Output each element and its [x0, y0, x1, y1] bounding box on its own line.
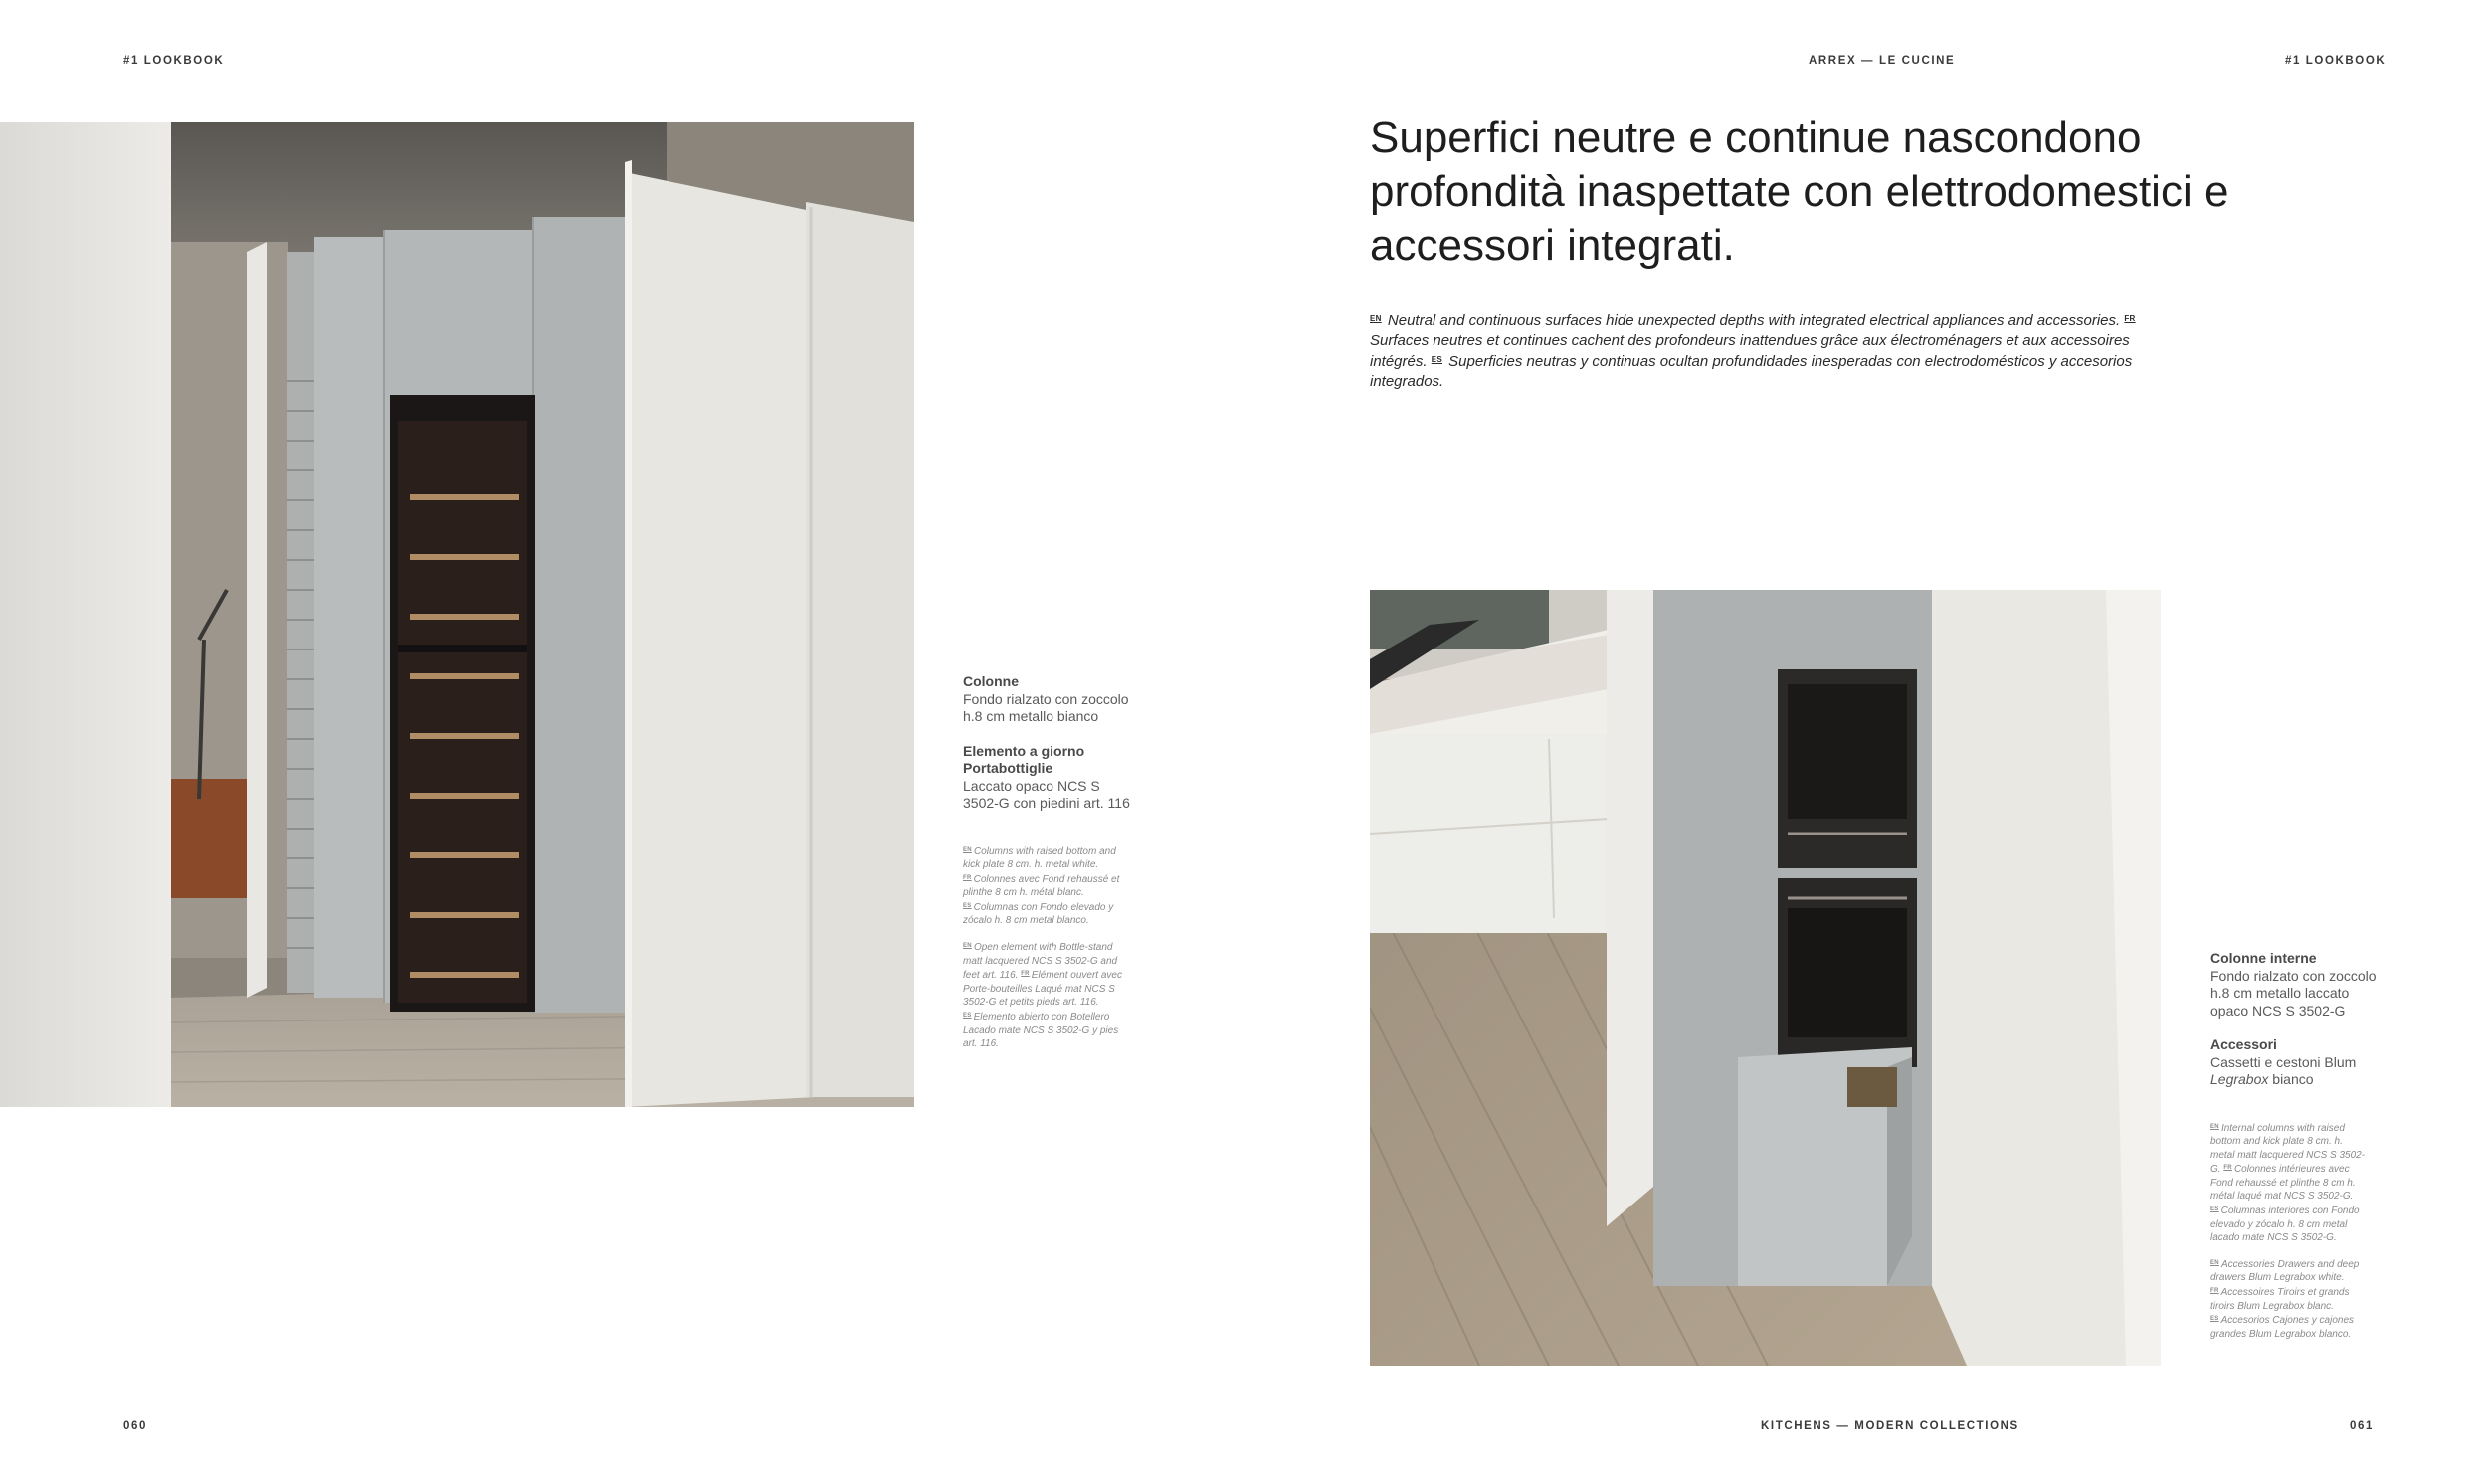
note-en: Open element with Bottle-stand matt lacquered NCS S 3502-G and feet art. 116. — [963, 942, 1118, 982]
header-lookbook-left: #1 LOOKBOOK — [123, 55, 225, 67]
intro-es: Superficies neutras y continuas ocultan profundidades inesperadas con electrodomésticos y accesorios integrados. — [1370, 353, 2133, 390]
wine-cabinet-photo — [0, 122, 914, 1107]
spec-title-colonne: Colonne — [963, 673, 1019, 689]
lang-tag-en: EN — [963, 846, 972, 853]
spec-title-accessori: Accessori — [2210, 1036, 2277, 1052]
spec-text-accessori — [2210, 1054, 2380, 1089]
note-en: Internal columns with raised bottom and kick plate 8 cm. h. metal matt lacquered NCS S 3502-G. — [2210, 1122, 2366, 1176]
right-specs — [2210, 950, 2380, 1341]
lang-tag-fr: FR — [2223, 1165, 2232, 1172]
intro-en: Neutral and continuous surfaces hide unexpected depths with integrated electrical appliances and accessories. — [1387, 312, 2121, 329]
header-lookbook-right: #1 LOOKBOOK — [2285, 55, 2387, 67]
lang-tag-fr: FR — [963, 874, 972, 881]
lang-tag-es: ES — [963, 1013, 972, 1020]
header-brand: ARREX — LE CUCINE — [1809, 55, 1956, 67]
lang-tag-es: ES — [1431, 355, 1442, 364]
spec-text-colonne: Fondo rialzato con zoccolo h.8 cm metallo bianco — [963, 690, 1129, 724]
lang-tag-en: EN — [963, 943, 972, 950]
note-fr: Colonnes avec Fond rehaussé et plinthe 8 cm h. métal blanc. — [963, 873, 1120, 899]
page-headline: Superfici neutre e continue nascondono profondità inaspettate con elettrodomestici e accessori integrati. — [1370, 113, 2229, 270]
page-number-right: 061 — [2350, 1420, 2374, 1432]
spec-text-portabottiglie: Laccato opaco NCS S 3502-G con piedini art. 116 — [963, 777, 1130, 811]
note-fr: Elément ouvert avec Porte-bouteilles Laqué mat NCS S 3502-G et petits pieds art. 116. — [963, 970, 1122, 1009]
note-fr: Accessoires Tiroirs et grands tiroirs Blum Legrabox blanc. — [2210, 1287, 2350, 1312]
note-en: Columns with raised bottom and kick plate 8 cm. h. metal white. — [963, 845, 1116, 871]
lang-tag-fr: FR — [2124, 314, 2136, 323]
accessori-text-a: Cassetti e cestoni Blum — [2210, 1053, 2357, 1070]
page-number-left: 060 — [123, 1420, 147, 1432]
translation-note-accessories — [2210, 1257, 2370, 1342]
lang-tag-fr: FR — [2210, 1288, 2219, 1295]
oven-column-photo — [1370, 590, 2161, 1366]
note-es: Elemento abierto con Botellero Lacado mate NCS S 3502-G y pies art. 116. — [963, 1012, 1119, 1050]
translation-note-internal-columns — [2210, 1121, 2370, 1245]
lang-tag-en: EN — [1370, 314, 1382, 323]
left-specs — [963, 673, 1132, 1051]
note-es: Columnas con Fondo elevado y zócalo h. 8 cm metal blanco. — [963, 901, 1114, 927]
accessori-text-b: Legrabox — [2210, 1071, 2269, 1087]
accessori-text-c: bianco — [2272, 1071, 2314, 1087]
note-es: Columnas interiores con Fondo elevado y zócalo h. 8 cm metal lacado mate NCS S 3502-G. — [2210, 1206, 2360, 1244]
lang-tag-en: EN — [2210, 1123, 2219, 1130]
note-es: Accesorios Cajones y cajones grandes Blum Legrabox blanco. — [2210, 1315, 2355, 1340]
lang-tag-es: ES — [2210, 1316, 2219, 1323]
lang-tag-en: EN — [2210, 1259, 2219, 1266]
note-fr: Colonnes intérieures avec Fond rehaussé et plinthe 8 cm h. métal laqué mat NCS S 3502-G. — [2210, 1164, 2356, 1203]
footer-collection-label: KITCHENS — MODERN COLLECTIONS — [1761, 1420, 2019, 1432]
note-en: Accessories Drawers and deep drawers Blum Legrabox white. — [2210, 1258, 2360, 1284]
intro-fr: Surfaces neutres et continues cachent des profondeurs inattendues grâce aux électroménagers et aux accessoires intégrés. — [1370, 331, 2130, 370]
lang-tag-fr: FR — [1021, 971, 1030, 978]
translation-note-open-element — [963, 940, 1122, 1051]
translation-note-columns — [963, 844, 1122, 929]
spec-text-colonne-interne: Fondo rialzato con zoccolo h.8 cm metallo laccato opaco NCS S 3502-G — [2210, 967, 2377, 1019]
spec-title-portabottiglie: Elemento a giorno Portabottiglie — [963, 742, 1085, 776]
spec-title-colonne-interne: Colonne interne — [2210, 950, 2317, 966]
intro-translations — [1370, 309, 2156, 391]
lang-tag-es: ES — [2210, 1206, 2219, 1213]
lang-tag-es: ES — [963, 902, 972, 909]
